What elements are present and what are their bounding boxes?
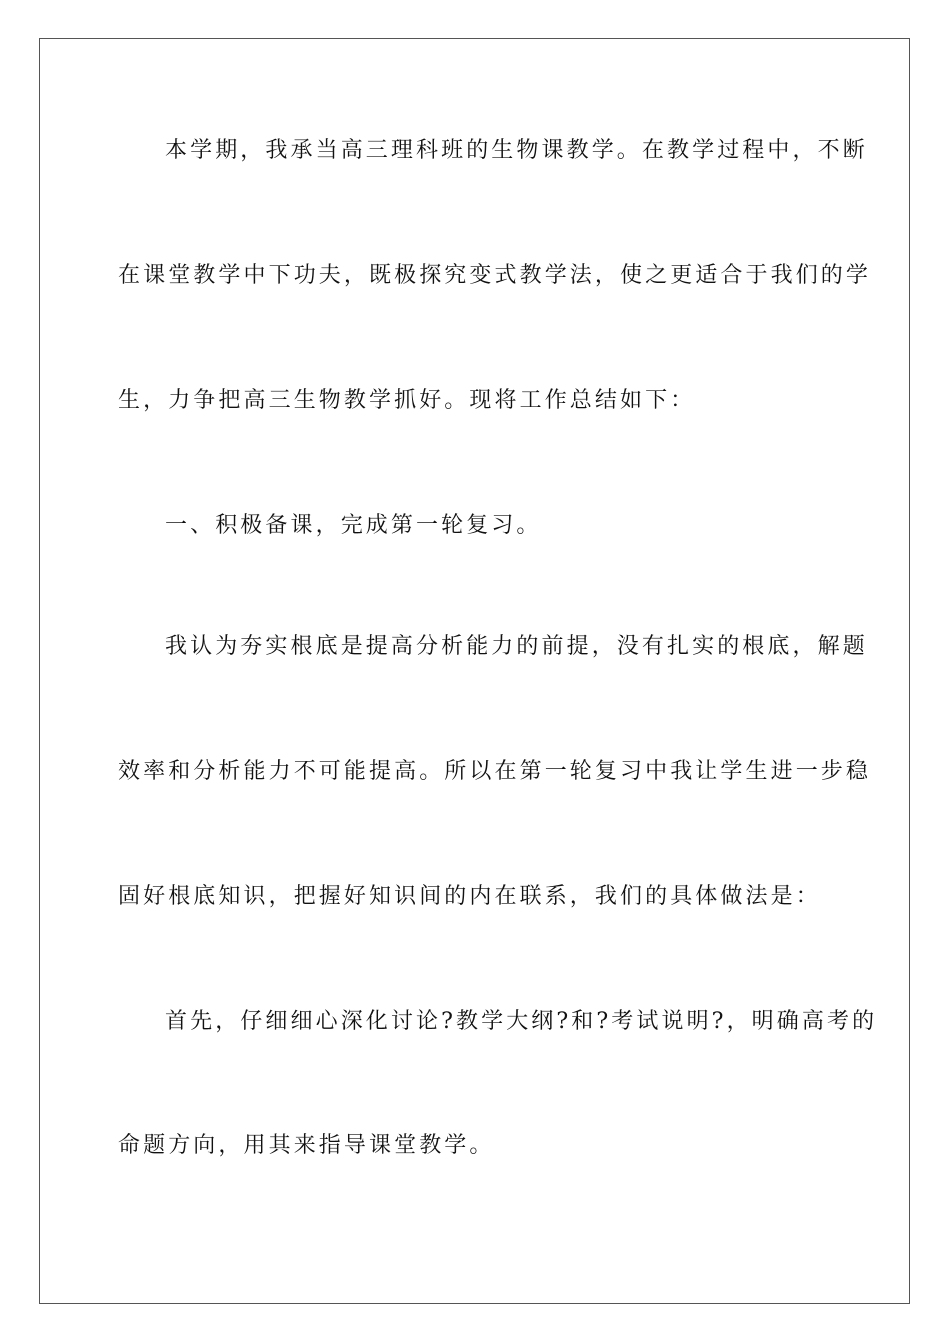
paragraph-1-line-1: 本学期，我承当高三理科班的生物课教学。在教学过程中，不断 — [165, 138, 868, 163]
section-heading-1: 一、积极备课，完成第一轮复习。 — [165, 513, 542, 538]
paragraph-2-line-2: 效率和分析能力不可能提高。所以在第一轮复习中我让学生进一步稳 — [118, 759, 872, 784]
paragraph-3-line-2: 命题方向，用其来指导课堂教学。 — [118, 1133, 495, 1158]
page-border — [39, 38, 910, 1304]
paragraph-3-line-1: 首先，仔细细心深化讨论?教学大纲?和?考试说明?，明确高考的 — [165, 1009, 878, 1034]
paragraph-2-line-3: 固好根底知识，把握好知识间的内在联系，我们的具体做法是： — [118, 884, 821, 909]
paragraph-2-line-1: 我认为夯实根底是提高分析能力的前提，没有扎实的根底，解题 — [165, 634, 868, 659]
paragraph-1-line-2: 在课堂教学中下功夫，既极探究变式教学法，使之更适合于我们的学 — [118, 263, 872, 288]
paragraph-1-line-3: 生，力争把高三生物教学抓好。现将工作总结如下： — [118, 388, 696, 413]
